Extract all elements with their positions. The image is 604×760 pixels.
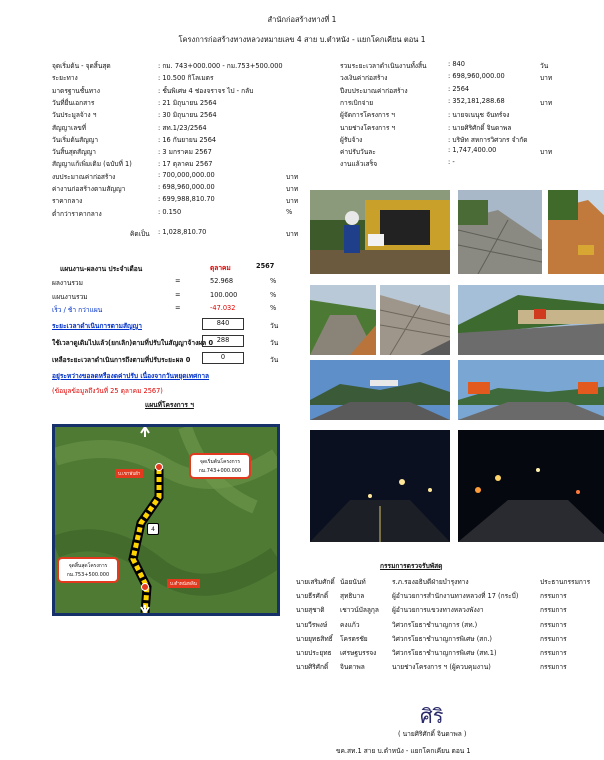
info-left-label: วันเริ่มต้นสัญญา: [52, 135, 99, 144]
committee-role: กรรมการ: [540, 634, 567, 643]
town-bottom-label: บ.ตำหนังหลิน: [170, 582, 197, 587]
photo-rock-slope: [458, 190, 542, 274]
info-right-value: : 352,181,288.68: [448, 96, 505, 105]
info-right-value: : 1,747,400.00: [448, 146, 497, 155]
info-left-label: วันที่ยื่นเอกสาร: [52, 98, 95, 107]
note-penalty: อยู่ระหว่างขอลดหรืองดค่าปรับ เนื่องจากวันหยุดเทศกาล: [52, 372, 210, 380]
info-right-unit: บาท: [540, 148, 553, 157]
town-top-label: บ.เขาพับผ้า: [118, 472, 141, 477]
remain-days-box: [202, 352, 244, 364]
info-right-value: : -: [448, 158, 455, 167]
progress-row-value: 52.968: [210, 277, 234, 285]
progress-row-unit: %: [270, 304, 277, 312]
info-right-value: : 2564: [448, 84, 470, 93]
remain-days-label: เหลือระยะเวลาดำเนินการถึงตามที่ปรับระยะผล 0: [52, 356, 191, 364]
committee-last-name: โครตรชัย: [340, 634, 368, 643]
info-left-unit: %: [286, 207, 293, 216]
progress-row-eq: =: [175, 304, 181, 312]
remain-days-unit: วัน: [270, 356, 279, 364]
route-shield-icon: [147, 523, 159, 535]
info-left-value: : 3 มกราคม 2567: [158, 148, 212, 157]
start-callout: [189, 453, 251, 479]
committee-position: วิศวกรโยธาชำนาญการพิเศษ (สท.1): [392, 649, 497, 657]
info-right-value: : บริษัท สหการวิศวกร จำกัด: [448, 135, 528, 144]
committee-role: ประธานกรรมการ: [540, 578, 591, 586]
photo-road-overview: [310, 360, 450, 420]
info-left-value: : กม. 743+000.000 - กม.753+500.000: [158, 62, 283, 70]
info-left-unit: บาท: [286, 172, 299, 181]
progress-row-label: ผลงานรวม: [52, 279, 83, 287]
start-callout-km: กม.743+000.000: [198, 468, 242, 474]
committee-last-name: เชาวน์บัลลูกุล: [340, 606, 379, 615]
end-callout-km: กม.753+500.000: [66, 572, 110, 578]
info-left-value: : ชั้นพิเศษ 4 ช่องจราจร ไป - กลับ: [158, 86, 254, 95]
committee-last-name: เศรษฐบรรจง: [340, 649, 377, 657]
info-left-value: : 699,988,810.70: [158, 195, 215, 204]
photo-night-road-left: [310, 430, 450, 542]
used-days-box: [202, 335, 244, 347]
office-title: สำนักก่อสร้างทางที่ 1: [267, 15, 337, 24]
info-left-label: วันประมูลจ้าง ฯ: [52, 111, 97, 120]
info-right-unit: บาท: [540, 74, 553, 83]
committee-role: กรรมการ: [540, 663, 567, 672]
photo-slope-protection: [380, 285, 450, 355]
progress-row-label: เร็ว / ช้า กว่าแผน: [52, 306, 103, 314]
progress-year: 2567: [256, 262, 275, 270]
committee-first-name: นายสุชาติ: [296, 606, 325, 615]
photo-road-hillside: [310, 285, 376, 355]
info-left-label: สัญญาเลขที่: [52, 123, 87, 132]
info-left-label: ต่ำกว่าราคากลาง: [52, 209, 102, 218]
info-right-label: วงเงินค่าก่อสร้าง: [340, 74, 388, 83]
contract-days-unit: วัน: [270, 322, 279, 330]
used-days-unit: วัน: [270, 339, 279, 347]
info-left-label: งบประมาณค่าก่อสร้าง: [52, 172, 116, 181]
info-right-unit: บาท: [540, 98, 553, 107]
info-left-extra-value: : 1,028,810.70: [158, 228, 207, 236]
committee-role: กรรมการ: [540, 649, 567, 657]
info-right-label: ผู้รับจ้าง: [340, 135, 363, 144]
info-right-value: : นายศิริศักดิ์ จินดาพล: [448, 123, 512, 132]
used-days-value: 288: [216, 336, 230, 344]
progress-row-value: -47.032: [210, 304, 236, 312]
committee-position: นายช่างโครงการ ฯ (ผู้ควบคุมงาน): [392, 663, 491, 672]
committee-position: วิศวกรโยธาชำนาญการ (สท.): [392, 620, 478, 629]
info-left-value: : 698,960,000.00: [158, 183, 215, 191]
note-data-date: (ข้อมูลข้อมูลถึงวันที่ 25 ตุลาคม 2567): [52, 387, 163, 395]
progress-month: ตุลาคม: [210, 264, 231, 272]
start-callout-label: จุดเริ่มต้นโครงการ: [199, 459, 241, 465]
photo-night-road-right: [458, 430, 604, 542]
contract-days-value: 840: [216, 319, 230, 327]
info-left-label: จุดเริ่มต้น - จุดสิ้นสุด: [52, 62, 111, 70]
pin-icon: [141, 583, 149, 591]
committee-position: วิศวกรโยธาชำนาญการพิเศษ (สก.): [392, 634, 492, 643]
info-left-unit: บาท: [286, 197, 299, 206]
info-right-label: รวมระยะเวลาดำเนินงานทั้งสิ้น: [340, 62, 427, 70]
committee-role: กรรมการ: [540, 606, 567, 615]
committee-last-name: จินดาพล: [340, 663, 365, 672]
info-right-value: : 698,960,000.00: [448, 72, 505, 81]
photo-gabion-wall: [458, 285, 604, 355]
info-left-label: ค่างานก่อสร้างตามสัญญา: [52, 185, 126, 193]
info-right-label: การเบิกจ่าย: [340, 98, 374, 107]
info-left-label: สัญญาแก้เพิ่มเติม (ฉบับที่ 1): [52, 160, 132, 169]
progress-row-label: แผนงานรวม: [52, 292, 88, 301]
info-right-label: ผู้จัดการโครงการ ฯ: [340, 111, 395, 120]
info-left-value: : 21 มิถุนายน 2564: [158, 98, 217, 107]
end-callout-label: จุดสิ้นสุดโครงการ: [68, 563, 108, 569]
town-tag-bottom: [167, 579, 200, 588]
info-left-unit: บาท: [286, 185, 299, 193]
info-right-unit: วัน: [540, 62, 549, 70]
pin-icon: [155, 463, 163, 471]
info-left-extra-label: คิดเป็น: [130, 230, 150, 238]
map-heading: แผนที่โครงการ ฯ: [145, 401, 194, 409]
committee-first-name: นายยุทธสิทธิ์: [296, 634, 333, 643]
info-left-value: : 16 กันยายน 2564: [158, 135, 217, 144]
remain-days-value: 0: [220, 353, 226, 361]
info-left-label: ราคากลาง: [52, 197, 83, 206]
progress-row-unit: %: [270, 277, 277, 285]
committee-first-name: นายเสริมศักดิ์: [296, 578, 335, 586]
signer-name: ( นายศิริศักดิ์ จินดาพล ): [398, 730, 467, 738]
progress-heading: แผนงาน-ผลงาน ประจำเดือน: [60, 265, 143, 273]
info-right-value: : 840: [448, 60, 465, 68]
committee-first-name: นายวีรพงษ์: [296, 620, 328, 629]
contract-days-box: [202, 318, 244, 330]
info-left-label: มาตรฐานชั้นทาง: [52, 86, 100, 95]
committee-last-name: น้อยนันท์: [340, 578, 366, 586]
info-left-label: วันสิ้นสุดสัญญา: [52, 148, 97, 157]
committee-position: ผู้อำนวยการแขวงทางหลวงพังงา: [392, 606, 484, 615]
project-title: โครงการก่อสร้างทางหลวงหมายเลข 4 สาย บ.ตำหนัง - แยกโคกเคียน ตอน 1: [178, 35, 426, 44]
committee-first-name: นายประยุทธ: [296, 649, 332, 657]
progress-row-value: 100.000: [210, 290, 238, 299]
route-shield-number: 4: [151, 526, 155, 533]
info-right-value: : นายจเนนุช จันทร์จง: [448, 111, 510, 120]
committee-position: ร.ภ.รองอธิบดีฝ่ายบำรุงทาง: [392, 578, 469, 586]
info-left-value: : สท.1/23/2564: [158, 123, 207, 132]
used-days-label: ใช้เวลาดูเดิมไปแล้ว(ยกเลิก)ตามที่ปรับในสัญญาจ้างผล 0: [52, 339, 214, 347]
committee-role: กรรมการ: [540, 620, 567, 629]
photo-excavator-worker: [310, 190, 450, 274]
progress-row-eq: =: [175, 277, 181, 285]
info-left-value: : 700,000,000.00: [158, 170, 215, 179]
committee-role: กรรมการ: [540, 592, 567, 601]
info-left-value: : 0.150: [158, 207, 182, 216]
project-map: [52, 424, 280, 616]
info-left-value: : 17 ตุลาคม 2567: [158, 160, 213, 169]
committee-last-name: สุทธิบาล: [340, 592, 365, 601]
committee-position: ผู้อำนวยการสำนักงานทางหลวงที่ 17 (กระบี่): [392, 592, 519, 601]
committee-first-name: นายศิริศักดิ์: [296, 663, 329, 672]
town-tag-top: [115, 469, 143, 478]
photo-excavated-cut: [548, 190, 604, 274]
info-left-extra-unit: บาท: [286, 230, 299, 238]
progress-row-eq: =: [175, 290, 181, 299]
end-callout: [57, 557, 119, 583]
info-right-label: งานแล้วเสร็จ: [340, 160, 378, 169]
info-right-label: ปีงบประมาณค่าก่อสร้าง: [340, 86, 408, 95]
committee-first-name: นายธีรศักดิ์: [296, 592, 329, 601]
signer-position: ขค.สท.1 สาย บ.ตำหนัง - แยกโคกเคียน ตอน 1: [336, 747, 471, 755]
committee-heading: กรรมการตรวจรับพัสดุ: [380, 562, 443, 570]
contract-days-label: ระยะเวลาดำเนินการตามสัญญา: [52, 322, 142, 330]
info-right-label: นายช่างโครงการ ฯ: [340, 123, 396, 132]
progress-row-unit: %: [270, 290, 277, 299]
signature-mark: ศิริ: [420, 704, 444, 728]
info-left-value: : 10.500 กิโลเมตร: [158, 74, 214, 83]
info-right-label: ค่าปรับวันละ: [340, 148, 376, 157]
committee-last-name: คงแก้ว: [340, 620, 360, 629]
photo-road-signs: [458, 360, 604, 420]
info-left-value: : 30 มิถุนายน 2564: [158, 111, 217, 120]
info-left-label: ระยะทาง: [52, 74, 78, 83]
